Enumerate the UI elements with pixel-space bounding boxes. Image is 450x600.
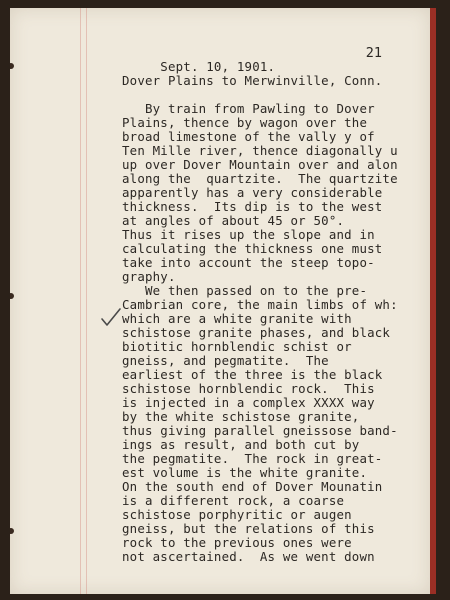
text-line: schistose porphyritic or augen bbox=[122, 508, 352, 522]
text-line: schistose hornblendic rock. This bbox=[122, 382, 375, 396]
binding-hole bbox=[10, 63, 14, 69]
text-line: ings as result, and both cut by bbox=[122, 438, 360, 452]
margin-rule-right bbox=[86, 8, 87, 594]
text-line: schistose granite phases, and black bbox=[122, 326, 391, 340]
text-line bbox=[122, 46, 428, 60]
text-line: Ten Mille river, thence diagonally u bbox=[122, 144, 398, 158]
margin-rule-left bbox=[80, 8, 81, 594]
typed-text-block bbox=[122, 46, 428, 564]
text-line: not ascertained. As we went down bbox=[122, 550, 375, 564]
text-line: take into account the steep topo- bbox=[122, 256, 375, 270]
text-line: apparently has a very considerable bbox=[122, 186, 383, 200]
text-line: by the white schistose granite, bbox=[122, 410, 360, 424]
notebook-page bbox=[10, 8, 436, 594]
text-line: at angles of about 45 or 50°. bbox=[122, 214, 345, 228]
text-line: We then passed on to the pre- bbox=[122, 284, 368, 298]
text-line: along the quartzite. The quartzite bbox=[122, 172, 398, 186]
text-line: rock to the previous ones were bbox=[122, 536, 352, 550]
text-line: the pegmatite. The rock in great- bbox=[122, 452, 383, 466]
text-line: gneiss, but the relations of this bbox=[122, 522, 375, 536]
text-line: gneiss, and pegmatite. The bbox=[122, 354, 329, 368]
text-line: Plains, thence by wagon over the bbox=[122, 116, 368, 130]
text-line: Sept. 10, 1901. bbox=[122, 60, 276, 74]
text-line: By train from Pawling to Dover bbox=[122, 102, 375, 116]
checkmark-icon bbox=[100, 307, 122, 329]
text-line: up over Dover Mountain over and alon bbox=[122, 158, 398, 172]
text-line: is injected in a complex XXXX way bbox=[122, 396, 375, 410]
text-line: graphy. bbox=[122, 270, 176, 284]
text-line: est volume is the white granite. bbox=[122, 466, 368, 480]
text-line: earliest of the three is the black bbox=[122, 368, 383, 382]
text-line: broad limestone of the vally y of bbox=[122, 130, 375, 144]
text-line: On the south end of Dover Mounatin bbox=[122, 480, 383, 494]
text-line: Dover Plains to Merwinville, Conn. bbox=[122, 74, 383, 88]
binding-hole bbox=[10, 293, 14, 299]
text-line: Cambrian core, the main limbs of wh: bbox=[122, 298, 398, 312]
page-number: 21 bbox=[365, 45, 382, 61]
text-line: biotitic hornblendic schist or bbox=[122, 340, 352, 354]
text-line: is a different rock, a coarse bbox=[122, 494, 345, 508]
text-line: thus giving parallel gneissose band- bbox=[122, 424, 398, 438]
text-line: thickness. Its dip is to the west bbox=[122, 200, 383, 214]
binding-hole bbox=[10, 528, 14, 534]
text-line: calculating the thickness one must bbox=[122, 242, 383, 256]
text-line: Thus it rises up the slope and in bbox=[122, 228, 375, 242]
text-line: which are a white granite with bbox=[122, 312, 352, 326]
text-line bbox=[122, 88, 428, 102]
